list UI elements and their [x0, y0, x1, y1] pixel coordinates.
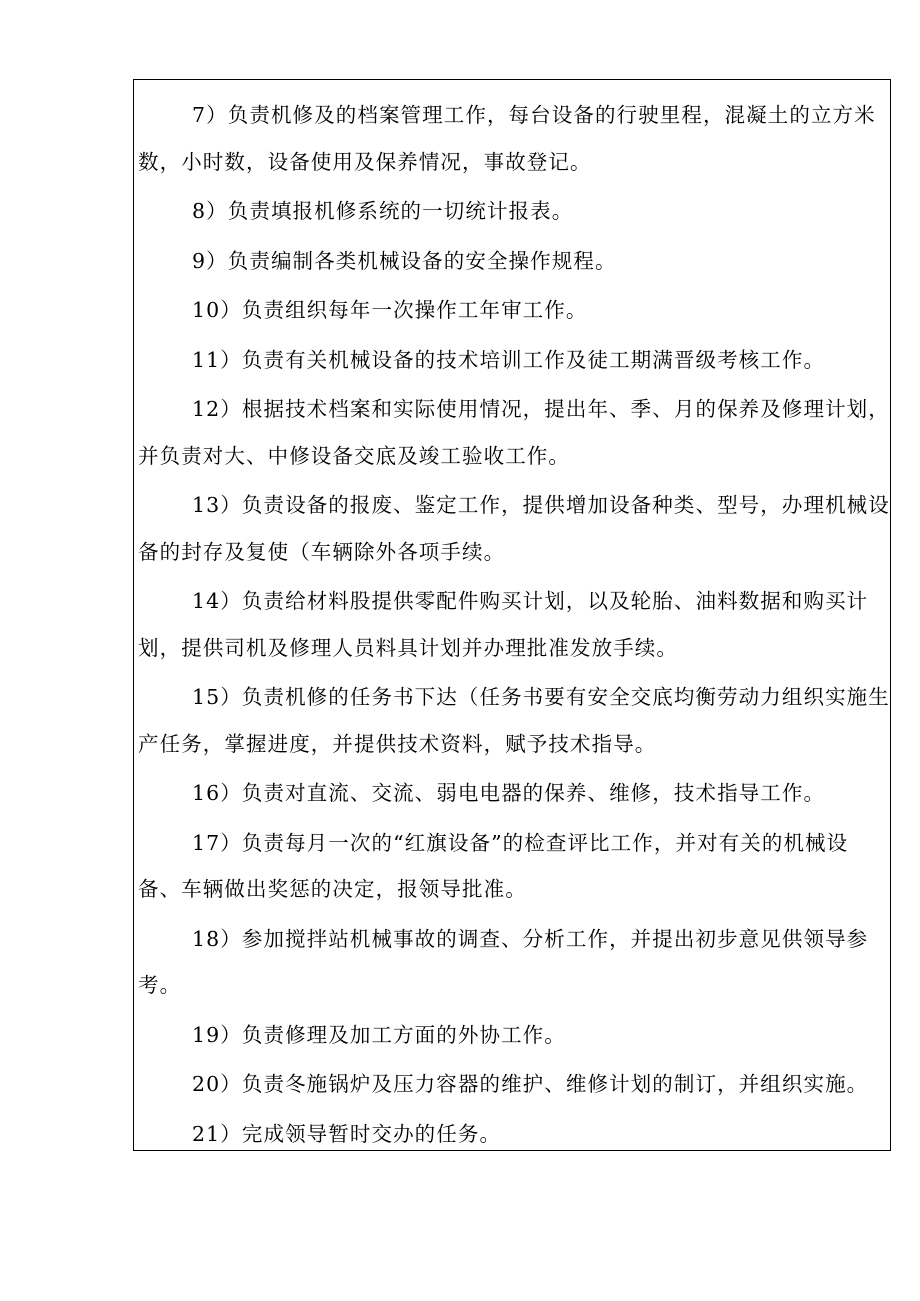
duty-item-11: 11）负责有关机械设备的技术培训工作及徒工期满晋级考核工作。 — [192, 347, 826, 372]
duty-item-16: 16）负责对直流、交流、弱电电器的保养、维修，技术指导工作。 — [192, 781, 826, 805]
duty-item-18: 18）参加搅拌站机械事故的调查、分析工作，并提出初步意见供领导参考。 — [138, 926, 869, 997]
duty-item-17: 17）负责每月一次的“红旗设备”的检查评比工作，并对有关的机械设备、车辆做出奖惩的决定，报领导批准。 — [138, 830, 849, 901]
document-frame — [133, 79, 891, 1151]
duty-item-14: 14）负责给材料股提供零配件购买计划，以及轮胎、油料数据和购买计划，提供司机及修理人员料具计划并办理批准发放手续。 — [138, 589, 869, 660]
duty-item-9: 9）负责编制各类机械设备的安全操作规程。 — [192, 248, 617, 273]
duty-item-12: 12）根据技术档案和实际使用情况，提出年、季、月的保养及修理计划，并负责对大、中修设备交底及竣工验收工作。 — [138, 397, 890, 468]
duty-list — [138, 92, 890, 1160]
duty-item-20: 20）负责冬施锅炉及压力容器的维护、维修计划的制订，并组织实施。 — [192, 1072, 869, 1096]
duty-item-13: 13）负责设备的报废、鉴定工作，提供增加设备种类、型号，办理机械设备的封存及复使（车辆除外各项手续。 — [138, 493, 890, 564]
duty-item-8: 8）负责填报机修系统的一切统计报表。 — [192, 199, 574, 223]
duty-item-19: 19）负责修理及加工方面的外协工作。 — [192, 1022, 566, 1047]
duty-item-21: 21）完成领导暂时交办的任务。 — [192, 1121, 502, 1146]
duty-item-7: 7）负责机修及的档案管理工作，每台设备的行驶里程，混凝土的立方米数，小时数，设备使用及保养情况，事故登记。 — [138, 103, 876, 174]
duty-item-10: 10）负责组织每年一次操作工年审工作。 — [192, 298, 588, 322]
duty-item-15: 15）负责机修的任务书下达（任务书要有安全交底均衡劳动力组织实施生产任务，掌握进度，并提供技术资料，赋予技术指导。 — [138, 685, 890, 756]
